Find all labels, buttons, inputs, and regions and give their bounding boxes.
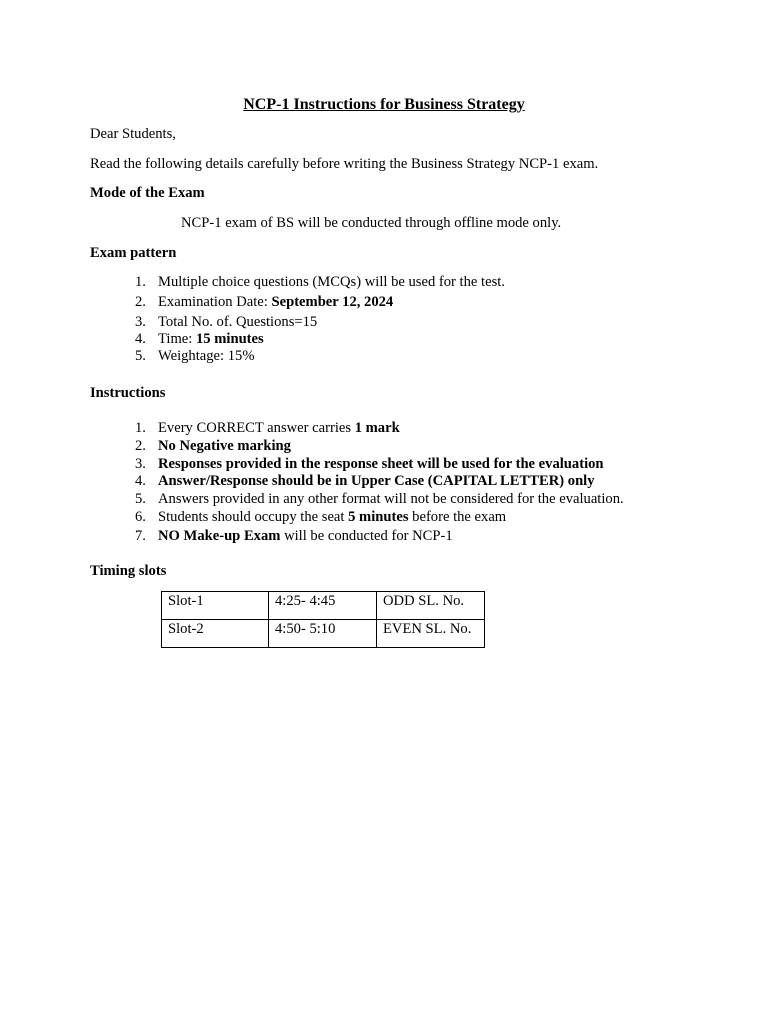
list-bold-text: September 12, 2024 <box>271 294 394 310</box>
timing-heading: Timing slots <box>90 563 167 579</box>
list-bold-text: Answer/Response should be in Upper Case (CAPITAL LETTER) only <box>158 473 595 489</box>
list-bold-text: No Negative marking <box>158 438 291 454</box>
table-cell-time: 4:50- 5:10 <box>269 620 377 648</box>
list-number: 5. <box>135 491 146 507</box>
list-number: 7. <box>135 528 146 544</box>
intro-paragraph: Read the following details carefully before writing the Business Strategy NCP-1 exam. <box>90 156 599 172</box>
timing-slots-table <box>161 591 485 648</box>
mode-heading: Mode of the Exam <box>90 185 205 201</box>
document-title: NCP-1 Instructions for Business Strategy <box>243 96 525 113</box>
list-bold-text: 15 minutes <box>196 331 264 347</box>
list-number: 4. <box>135 473 146 489</box>
table-cell-group: ODD SL. No. <box>377 592 485 620</box>
list-text: Examination Date: <box>158 294 272 310</box>
table-row <box>162 620 485 648</box>
list-number: 2. <box>135 294 146 310</box>
table-cell-slot: Slot-1 <box>162 592 269 620</box>
list-bold-text: NO Make-up Exam <box>158 528 281 544</box>
table-row <box>162 592 485 620</box>
list-text: Multiple choice questions (MCQs) will be used for the test. <box>158 274 505 290</box>
list-text: Every CORRECT answer carries <box>158 420 355 436</box>
list-number: 1. <box>135 420 146 436</box>
instructions-heading: Instructions <box>90 385 166 401</box>
list-number: 1. <box>135 274 146 290</box>
list-bold-text: 1 mark <box>354 420 400 436</box>
list-text: Total No. of. Questions=15 <box>158 314 318 330</box>
list-text: Time: <box>158 331 196 347</box>
list-number: 3. <box>135 314 146 330</box>
list-text: Weightage: 15% <box>158 348 255 364</box>
list-text-after: before the exam <box>408 509 507 525</box>
list-text: Answers provided in any other format will not be considered for the evaluation. <box>158 491 624 507</box>
list-number: 4. <box>135 331 146 347</box>
greeting: Dear Students, <box>90 126 176 142</box>
table-cell-time: 4:25- 4:45 <box>269 592 377 620</box>
pattern-heading: Exam pattern <box>90 245 177 261</box>
mode-text: NCP-1 exam of BS will be conducted through offline mode only. <box>181 215 562 231</box>
list-number: 3. <box>135 456 146 472</box>
list-text: Students should occupy the seat <box>158 509 349 525</box>
table-cell-group: EVEN SL. No. <box>377 620 485 648</box>
table-cell-slot: Slot-2 <box>162 620 269 648</box>
list-bold-text: Responses provided in the response sheet will be used for the evaluation <box>158 456 604 472</box>
list-bold-text: 5 minutes <box>348 509 409 525</box>
list-number: 6. <box>135 509 146 525</box>
list-number: 2. <box>135 438 146 454</box>
list-number: 5. <box>135 348 146 364</box>
list-text-after: will be conducted for NCP-1 <box>280 528 453 544</box>
